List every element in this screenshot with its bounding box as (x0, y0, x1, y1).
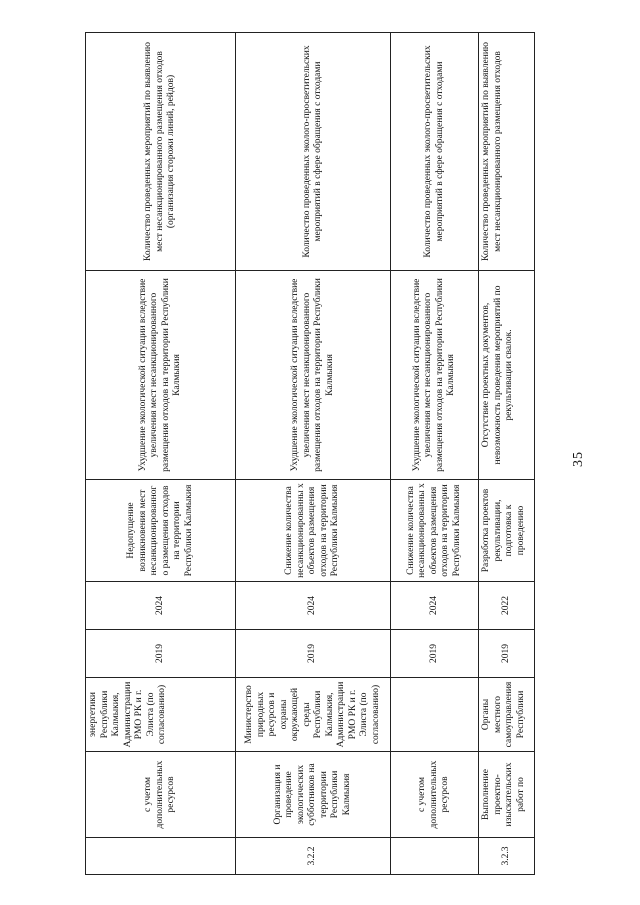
executor-cell: энергетики Республики Калмыкия, Администрации РМО РК и г. Элиста (по согласованию) (86, 678, 236, 752)
start-year-cell: 2019 (86, 630, 236, 678)
activity-cell: с учетом дополнительных ресурсов (391, 752, 479, 838)
activity-cell: Выполнение проектно-изыскательских работ по (479, 752, 535, 838)
row-number (86, 838, 236, 875)
start-year-cell: 2019 (391, 630, 479, 678)
activity-cell: Организация и проведение экологических субботников на территории Республики Калмыкия (236, 752, 391, 838)
start-year-cell: 2019 (479, 630, 535, 678)
start-year-cell: 2019 (236, 630, 391, 678)
consequence-cell: Ухудшение экологической ситуации вследствие увеличения мест несанкционированного размещения отходов на территории Республики Калмыкия (236, 271, 391, 480)
row-number: 3.2.3 (479, 838, 535, 875)
executor-cell: Министерство природных ресурсов и охраны окружающей среды Республики Калмыкия, Администрации РМО РК и г. Элиста (по согласованию) (236, 678, 391, 752)
end-year-cell: 2024 (86, 582, 236, 630)
page-number: 35 (571, 451, 586, 467)
indicator-cell: Количество проведенных эколого-просветительских мероприятий в сфере обращения с отходами (236, 33, 391, 271)
table-row (236, 33, 391, 875)
executor-cell: Органы местного самоуправления Республики (479, 678, 535, 752)
indicator-cell: Количество проведенных эколого-просветительских мероприятий в сфере обращения с отходами (391, 33, 479, 271)
table-row (479, 33, 535, 875)
executor-cell (391, 678, 479, 752)
result-cell: Снижение количества несанкционированны х объектов размещения отходов на территории Республики Калмыкия (236, 480, 391, 582)
result-cell: Недопущение возникновения мест несанкционированног о размещения отходов на территории Республики Калмыкия (86, 480, 236, 582)
result-cell: Снижение количества несанкционированны х объектов размещения отходов на территории Республики Калмыкия (391, 480, 479, 582)
consequence-cell: Отсутствие проектных документов, невозможность проведения мероприятий по рекультивации свалок. (479, 271, 535, 480)
end-year-cell: 2022 (479, 582, 535, 630)
end-year-cell: 2024 (391, 582, 479, 630)
table-row (391, 33, 479, 875)
activity-cell: с учетом дополнительных ресурсов (86, 752, 236, 838)
row-number (391, 838, 479, 875)
measures-table (85, 32, 535, 875)
end-year-cell: 2024 (236, 582, 391, 630)
row-number: 3.2.2 (236, 838, 391, 875)
consequence-cell: Ухудшение экологической ситуации вследствие увеличения мест несанкционированного размещения отходов на территории Республики Калмыкия (391, 271, 479, 480)
consequence-cell: Ухудшение экологической ситуации вследствие увеличения мест несанкционированного размещения отходов на территории Республики Калмыкия (86, 271, 236, 480)
indicator-cell: Количество проведенных мероприятий по выявлению мест несанкционированного размещения отходов (479, 33, 535, 271)
indicator-cell: Количество проведенных мероприятий по выявлению мест несанкционированного размещения отходов (организация сторожи линий, рейдов) (86, 33, 236, 271)
result-cell: Разработка проектов рекультивации, подготовка к проведению (479, 480, 535, 582)
table-row (86, 33, 236, 875)
